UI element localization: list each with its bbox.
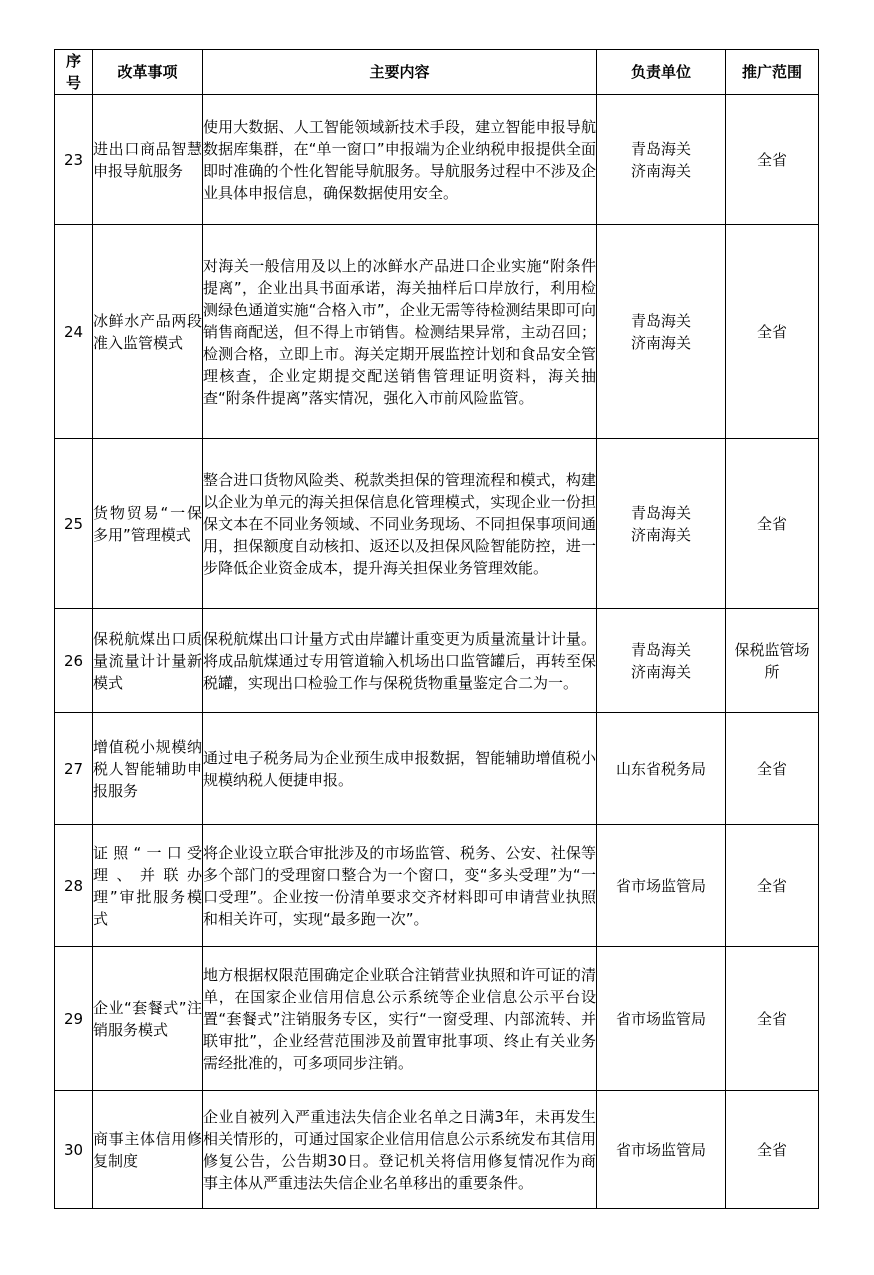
table-row	[55, 1091, 819, 1209]
row-content: 企业自被列入严重违法失信企业名单之日满3年，未再发生相关情形的，可通过国家企业信用信息公示系统发布其信用修复公告，公告期30日。登记机关将信用修复情况作为商事主体从严重违法失信企业名单移出的重要条件。	[203, 1091, 597, 1209]
header-item: 改革事项	[93, 50, 203, 95]
row-unit-line: 省市场监管局	[615, 1140, 706, 1159]
row-unit	[597, 713, 726, 825]
row-unit-line: 济南海关	[630, 333, 691, 352]
row-seq: 26	[55, 609, 93, 713]
row-item: 保税航煤出口质量流量计计量新模式	[93, 609, 203, 713]
row-content: 通过电子税务局为企业预生成申报数据，智能辅助增值税小规模纳税人便捷申报。	[203, 713, 597, 825]
document-page	[54, 49, 818, 1209]
row-unit-line: 省市场监管局	[615, 876, 706, 895]
row-scope-text: 全省	[756, 1140, 787, 1159]
header-content: 主要内容	[203, 50, 597, 95]
row-unit-line: 青岛海关	[630, 640, 691, 659]
row-unit-line: 山东省税务局	[615, 759, 706, 778]
row-scope	[726, 225, 819, 439]
table-row	[55, 225, 819, 439]
table-row	[55, 609, 819, 713]
table-row	[55, 825, 819, 947]
row-unit-line: 青岛海关	[630, 139, 691, 158]
row-scope-text: 全省	[756, 322, 787, 341]
row-scope	[726, 95, 819, 225]
row-scope-text: 全省	[756, 514, 787, 533]
table-row	[55, 439, 819, 609]
row-seq: 30	[55, 1091, 93, 1209]
table-header-row	[55, 50, 819, 95]
row-scope-text: 全省	[756, 876, 787, 895]
row-unit	[597, 95, 726, 225]
row-scope	[726, 947, 819, 1091]
row-item: 企业“套餐式”注销服务模式	[93, 947, 203, 1091]
table-row	[55, 947, 819, 1091]
row-item: 货物贸易“一保多用”管理模式	[93, 439, 203, 609]
row-seq: 25	[55, 439, 93, 609]
row-item: 冰鲜水产品两段准入监管模式	[93, 225, 203, 439]
row-item: 进出口商品智慧申报导航服务	[93, 95, 203, 225]
row-unit-line: 省市场监管局	[615, 1009, 706, 1028]
row-unit	[597, 825, 726, 947]
header-scope: 推广范围	[726, 50, 819, 95]
row-content: 使用大数据、人工智能领域新技术手段，建立智能申报导航数据库集群，在“单一窗口”申报端为企业纳税申报提供全面即时准确的个性化智能导航服务。导航服务过程中不涉及企业具体申报信息，确保数据使用安全。	[203, 95, 597, 225]
row-unit	[597, 947, 726, 1091]
row-seq: 29	[55, 947, 93, 1091]
row-seq: 27	[55, 713, 93, 825]
row-item: 证照“一口受理、并联办理”审批服务模式	[93, 825, 203, 947]
row-unit	[597, 225, 726, 439]
row-unit-line: 青岛海关	[630, 503, 691, 522]
row-item: 商事主体信用修复制度	[93, 1091, 203, 1209]
row-content: 保税航煤出口计量方式由岸罐计重变更为质量流量计计量。将成品航煤通过专用管道输入机场出口监管罐后，再转至保税罐，实现出口检验工作与保税货物重量鉴定合二为一。	[203, 609, 597, 713]
row-content: 地方根据权限范围确定企业联合注销营业执照和许可证的清单，在国家企业信用信息公示系统等企业信息公示平台设置“套餐式”注销服务专区，实行“一窗受理、内部流转、并联审批”，企业经营范围涉及前置审批事项、终止有关业务需经批准的，可多项同步注销。	[203, 947, 597, 1091]
row-seq: 24	[55, 225, 93, 439]
table-row	[55, 95, 819, 225]
row-unit-line: 济南海关	[630, 525, 691, 544]
row-scope-text: 保税监管场所	[734, 640, 810, 681]
row-content: 整合进口货物风险类、税款类担保的管理流程和模式，构建以企业为单元的海关担保信息化管理模式，实现企业一份担保文本在不同业务领域、不同业务现场、不同担保事项间通用，担保额度自动核扣、返还以及担保风险智能防控，进一步降低企业资金成本，提升海关担保业务管理效能。	[203, 439, 597, 609]
row-unit	[597, 1091, 726, 1209]
header-seq: 序号	[55, 50, 93, 95]
row-scope-text: 全省	[756, 1009, 787, 1028]
row-scope-text: 全省	[756, 759, 787, 778]
row-scope	[726, 609, 819, 713]
row-scope	[726, 713, 819, 825]
row-item: 增值税小规模纳税人智能辅助申报服务	[93, 713, 203, 825]
row-unit	[597, 609, 726, 713]
row-unit	[597, 439, 726, 609]
row-unit-line: 济南海关	[630, 662, 691, 681]
row-content: 将企业设立联合审批涉及的市场监管、税务、公安、社保等多个部门的受理窗口整合为一个窗口，变“多头受理”为“一口受理”。企业按一份清单要求交齐材料即可申请营业执照和相关许可，实现“最多跑一次”。	[203, 825, 597, 947]
row-scope	[726, 439, 819, 609]
table-row	[55, 713, 819, 825]
row-scope	[726, 1091, 819, 1209]
reform-table	[54, 49, 819, 1209]
row-scope-text: 全省	[756, 150, 787, 169]
header-unit: 负责单位	[597, 50, 726, 95]
row-seq: 28	[55, 825, 93, 947]
row-content: 对海关一般信用及以上的冰鲜水产品进口企业实施“附条件提离”，企业出具书面承诺，海关抽样后口岸放行，利用检测绿色通道实施“合格入市”，企业无需等待检测结果即可向销售商配送，但不得上市销售。检测结果异常，主动召回；检测合格，立即上市。海关定期开展监控计划和食品安全管理核查，企业定期提交配送销售管理证明资料，海关抽查“附条件提离”落实情况，强化入市前风险监管。	[203, 225, 597, 439]
row-seq: 23	[55, 95, 93, 225]
row-unit-line: 青岛海关	[630, 311, 691, 330]
row-scope	[726, 825, 819, 947]
row-unit-line: 济南海关	[630, 161, 691, 180]
